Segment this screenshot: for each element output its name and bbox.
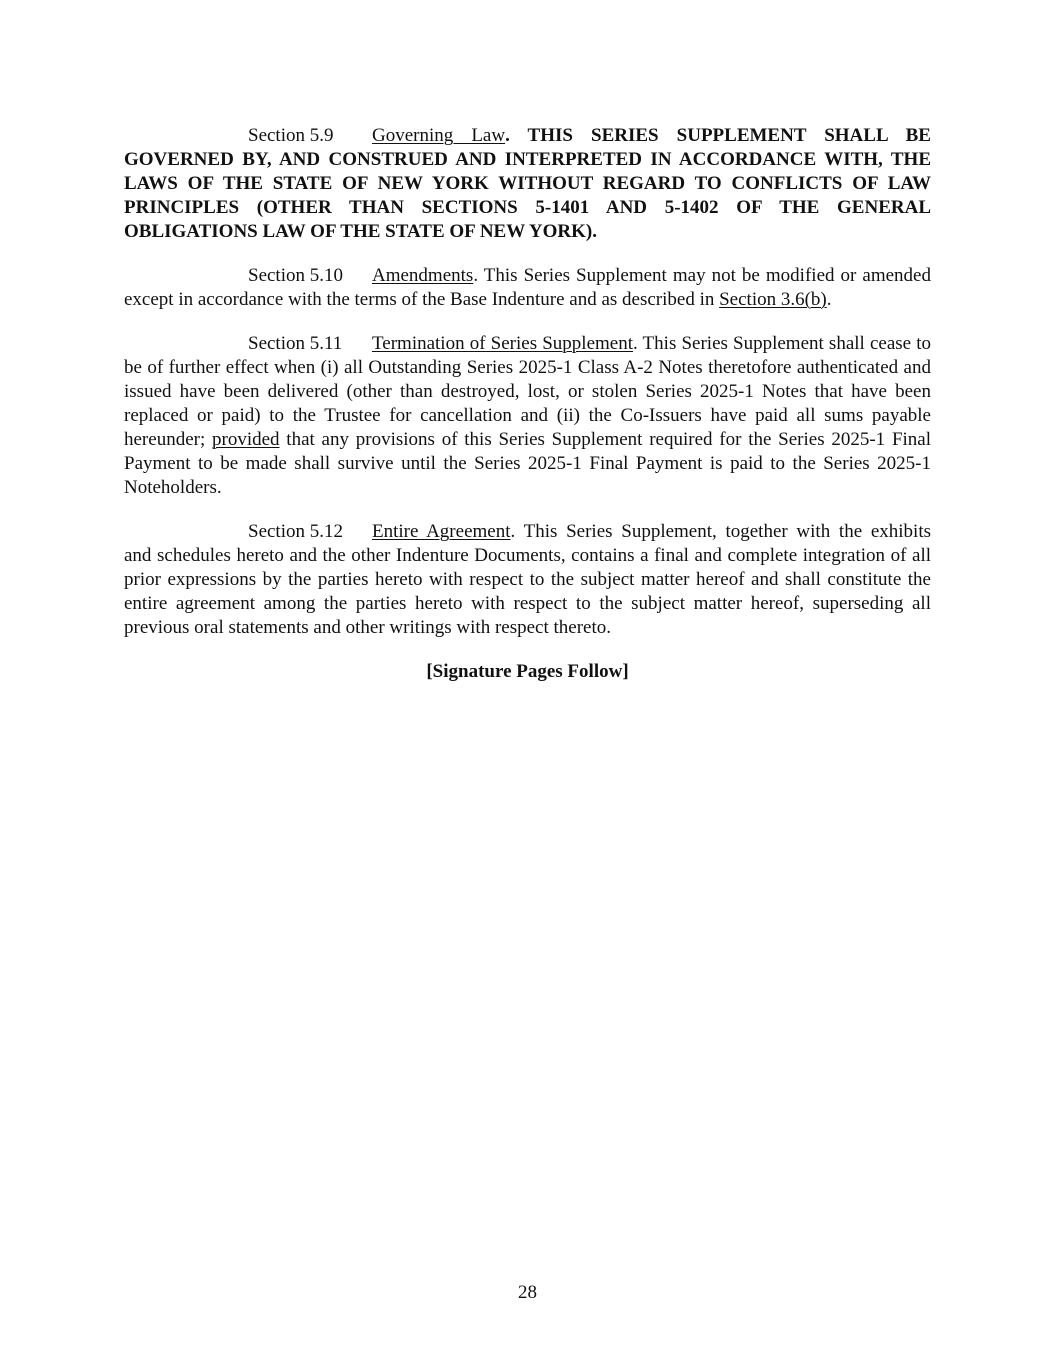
section-reference: Section 3.6(b) — [719, 289, 827, 310]
section-5-10 — [124, 264, 931, 312]
section-text-end: . — [826, 289, 832, 310]
section-text: . This Series Supplement, together with the exhibits and schedules hereto and the other Indenture Documents, contains a final and complete integration of all prior expressions by the parties hereto with respect to the subject matter hereof and shall constitute the entire agreement among the parties hereto with respect to the subject matter hereof, superseding all previous oral statements and other writings with respect thereto. — [124, 521, 932, 638]
section-5-12 — [124, 520, 931, 640]
section-text: . This Series Supplement shall cease to be of further effect when (i) all Outstanding Series 2025-1 Class A-2 Notes theretofore authenticated and issued have been delivered (other than destroyed, lost, or stolen Series 2025-1 Notes that have been replaced or paid) to the Trustee for cancellation and (ii) the Co-Issuers have paid all sums payable hereunder; — [124, 333, 931, 450]
section-heading: Amendments — [372, 265, 474, 286]
section-5-9 — [124, 124, 931, 244]
section-text: . This Series Supplement may not be modified or amended except in accordance with the terms of the Base Indenture and as described in — [124, 265, 931, 310]
signature-pages-note: [Signature Pages Follow] — [426, 661, 629, 682]
section-5-11 — [124, 332, 931, 500]
document-body — [124, 124, 931, 704]
section-number: Section 5.10 — [248, 265, 343, 286]
section-heading-punct: . — [505, 125, 510, 146]
section-number: Section 5.11 — [248, 333, 343, 354]
section-number: Section 5.9 — [248, 125, 334, 146]
section-text-end: that any provisions of this Series Supplement required for the Series 2025-1 Final Payment to be made shall survive until the Series 2025-1 Final Payment is paid to the Series 2025-1 Noteholders. — [124, 429, 932, 498]
section-heading: Termination of Series Supplement — [372, 333, 634, 354]
provided-term: provided — [212, 429, 280, 450]
page-number: 28 — [518, 1282, 537, 1303]
section-heading: Governing Law — [372, 125, 506, 146]
section-number: Section 5.12 — [248, 521, 343, 542]
section-heading: Entire Agreement — [372, 521, 511, 542]
section-text: THIS SERIES SUPPLEMENT SHALL BE GOVERNED BY, AND CONSTRUED AND INTERPRETED IN ACCORDANCE WITH, THE LAWS OF THE STATE OF NEW YORK WITHOUT REGARD TO CONFLICTS OF LAW PRINCIPLES (OTHER THAN SECTIONS 5-1401 AND 5-1402 OF THE GENERAL OBLIGATIONS LAW OF THE STATE OF NEW YORK). — [124, 125, 931, 242]
